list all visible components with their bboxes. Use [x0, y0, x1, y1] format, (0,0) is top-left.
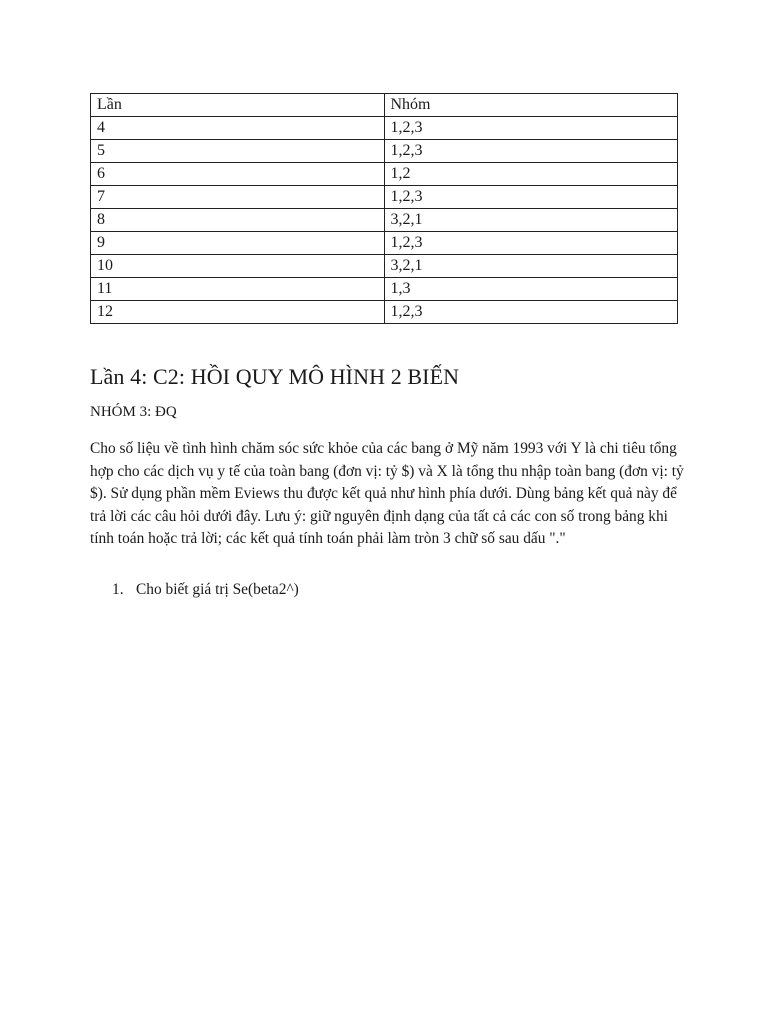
table-cell: 3,2,1	[384, 209, 678, 232]
table-row	[91, 232, 678, 255]
table-cell: 7	[91, 186, 385, 209]
table-cell: 5	[91, 140, 385, 163]
table-row	[91, 301, 678, 324]
question-list	[90, 581, 299, 599]
table-row	[91, 255, 678, 278]
table-row	[91, 117, 678, 140]
table-row	[91, 140, 678, 163]
table-cell: 3,2,1	[384, 255, 678, 278]
table-row	[91, 278, 678, 301]
problem-description: Cho số liệu về tình hình chăm sóc sức khỏe của các bang ở Mỹ năm 1993 với Y là chi tiêu tổng hợp cho các dịch vụ y tế của toàn bang (đơn vị: tỷ $) và X là tổng thu nhập toàn bang (đơn vị: tỷ $). Sử dụng phần mềm Eviews thu được kết quả như hình phía dưới. Dùng bảng kết quả này để trả lời các câu hỏi dưới đây. Lưu ý: giữ nguyên định dạng của tất cả các con số trong bảng khi tính toán hoặc trả lời; các kết quả tính toán phải làm tròn 3 chữ số sau dấu "."	[90, 440, 684, 547]
table-row	[91, 163, 678, 186]
group-label: NHÓM 3: ĐQ	[90, 404, 177, 420]
table-header-row	[91, 94, 678, 117]
table-cell: 1,2	[384, 163, 678, 186]
table-cell: 1,2,3	[384, 140, 678, 163]
question-number: 1.	[112, 581, 124, 598]
table-row	[91, 186, 678, 209]
table-cell: 8	[91, 209, 385, 232]
table-cell: 1,2,3	[384, 301, 678, 324]
session-group-table	[90, 93, 678, 324]
table-header-cell: Lần	[91, 94, 385, 117]
table-header-cell: Nhóm	[384, 94, 678, 117]
table-cell: 9	[91, 232, 385, 255]
table-cell: 10	[91, 255, 385, 278]
table-cell: 1,2,3	[384, 117, 678, 140]
question-item	[90, 581, 299, 599]
question-text: Cho biết giá trị Se(beta2^)	[136, 581, 299, 598]
table-cell: 1,2,3	[384, 232, 678, 255]
table-row	[91, 209, 678, 232]
section-heading: Lần 4: C2: HỒI QUY MÔ HÌNH 2 BIẾN	[90, 364, 460, 389]
table-cell: 4	[91, 117, 385, 140]
table-cell: 1,2,3	[384, 186, 678, 209]
table-cell: 6	[91, 163, 385, 186]
table-cell: 12	[91, 301, 385, 324]
table-cell: 11	[91, 278, 385, 301]
table-cell: 1,3	[384, 278, 678, 301]
